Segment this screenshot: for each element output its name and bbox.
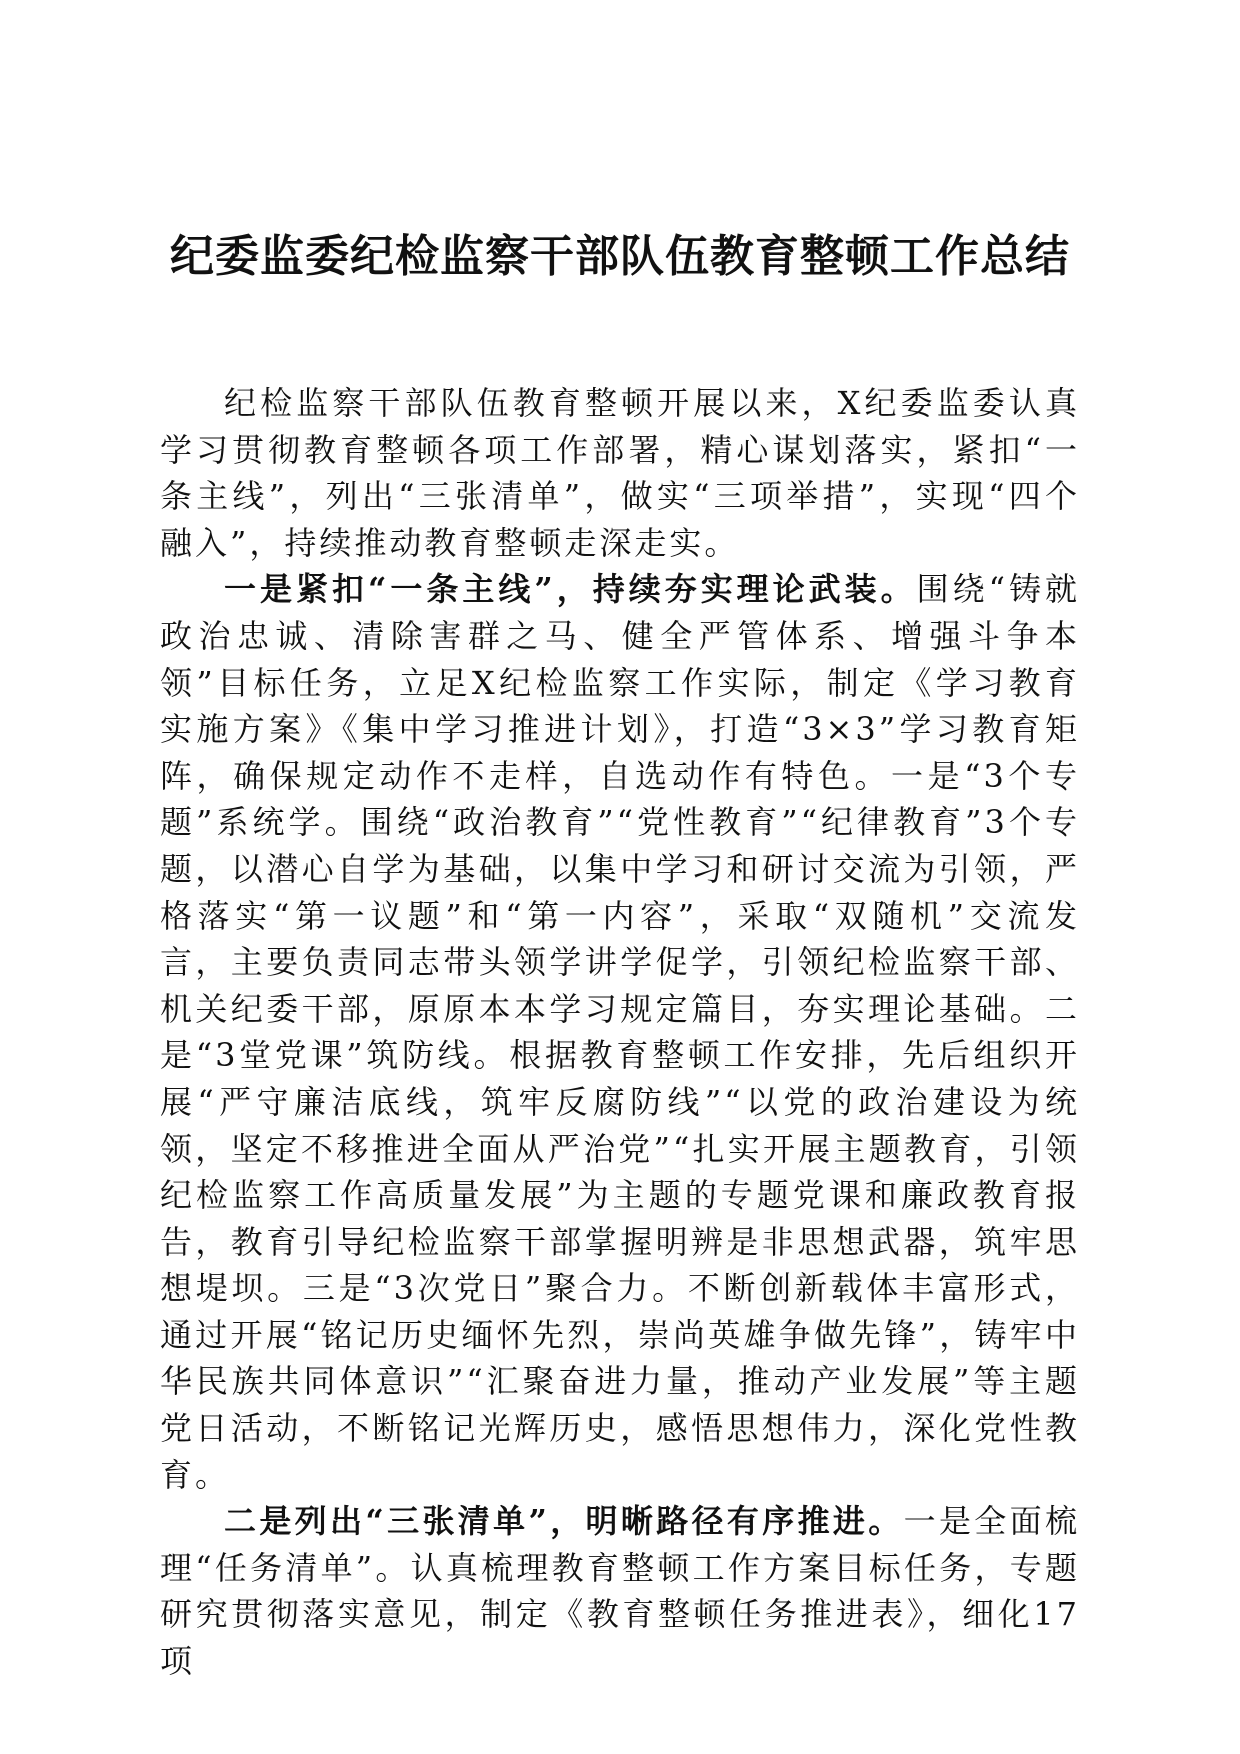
paragraph-section-2 <box>160 1498 1080 1684</box>
document-title: 纪委监委纪检监察干部队伍教育整顿工作总结 <box>170 231 1070 282</box>
paragraph-text: 纪检监察干部队伍教育整顿开展以来，X纪委监委认真学习贯彻教育整顿各项工作部署，精心谋划落实，紧扣“一条主线”，列出“三张清单”，做实“三项举措”，实现“四个融入”，持续推动教育整顿走深走实。 <box>160 384 1080 562</box>
paragraph-text: 围绕“铸就政治忠诚、清除害群之马、健全严管体系、增强斗争本领”目标任务，立足X纪检监察工作实际，制定《学习教育实施方案》《集中学习推进计划》，打造“3×3”学习教育矩阵，确保规定动作不走样，自选动作有特色。一是“3个专题”系统学。围绕“政治教育”“党性教育”“纪律教育”3个专题，以潜心自学为基础，以集中学习和研讨交流为引领，严格落实“第一议题”和“第一内容”，采取“双随机”交流发言，主要负责同志带头领学讲学促学，引领纪检监察干部、机关纪委干部，原原本本学习规定篇目，夯实理论基础。二是“3堂党课”筑防线。根据教育整顿工作安排，先后组织开展“严守廉洁底线，筑牢反腐防线”“以党的政治建设为统领，坚定不移推进全面从严治党”“扎实开展主题教育，引领纪检监察工作高质量发展”为主题的专题党课和廉政教育报告，教育引导纪检监察干部掌握明辨是非思想武器，筑牢思想堤坝。三是“3次党日”聚合力。不断创新载体丰富形式，通过开展“铭记历史缅怀先烈，崇尚英雄争做先锋”，铸牢中华民族共同体意识”“汇聚奋进力量，推动产业发展”等主题党日活动，不断铭记光辉历史，感悟思想伟力，深化党性教育。 <box>160 570 1080 1494</box>
paragraph-text: 一是全面梳理“任务清单”。认真梳理教育整顿工作方案目标任务，专题研究贯彻落实意见，制定《教育整顿任务推进表》，细化17项 <box>160 1502 1080 1681</box>
document-body <box>160 380 1080 1685</box>
paragraph-lead: 二是列出“三张清单”，明晰路径有序推进。 <box>224 1502 904 1541</box>
paragraph-section-1 <box>160 566 1080 1498</box>
paragraph-intro <box>160 380 1080 566</box>
paragraph-lead: 一是紧扣“一条主线”，持续夯实理论武装。 <box>224 570 917 609</box>
